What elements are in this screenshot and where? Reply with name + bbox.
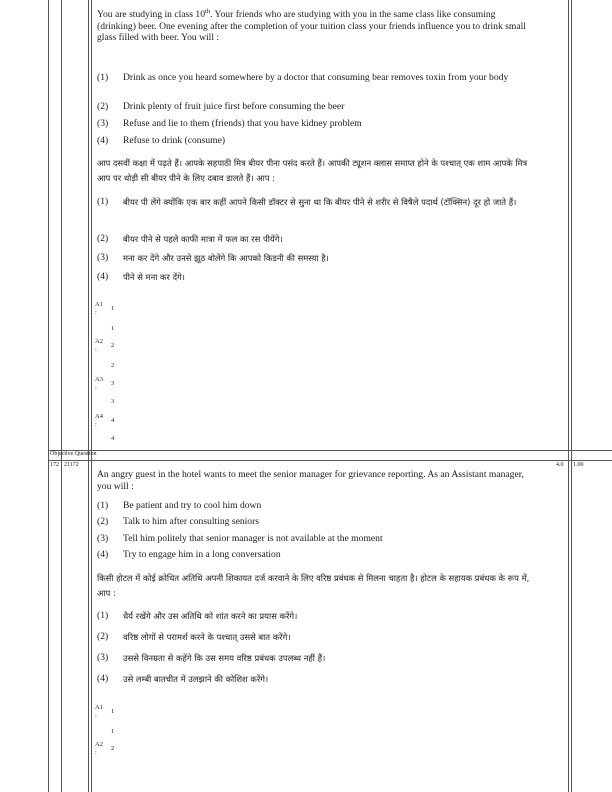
answer-label: A4 <box>95 413 103 420</box>
q2-qid: 21172 <box>64 462 79 468</box>
answer-repeat: 1 <box>111 325 115 332</box>
answer-label: A2 <box>95 741 103 748</box>
option-text: Drink plenty of fruit juice first before consuming the beer <box>123 101 345 112</box>
row-divider-top <box>48 450 612 451</box>
q1-option-hi-1 <box>97 195 539 223</box>
option-text: Talk to him after consulting seniors <box>123 516 260 527</box>
q1-hindi-text: आप दसवीं कक्षा में पढ़ते हैं। आपके सहपाठी मित्र बीयर पीना पसंद करते हैं। आपकी ट्यूशन क्लास समाप्त होने के पश्चात् एक शाम आपके मित्र आप पर थोड़ी सी बीयर पीने के लिए दबाव डालते हैं। आप : <box>97 158 528 183</box>
section-label: Objective Question <box>50 451 97 457</box>
q1-english-text-sup: th <box>205 8 211 15</box>
answer-label: A1 <box>95 704 103 711</box>
option-text: उसे लम्बी बातचीत में उलझाने की कोशिश करेंगे। <box>123 674 269 684</box>
option-text: Refuse and lie to them (friends) that you have kidney problem <box>123 118 362 129</box>
option-number: (4) <box>97 135 109 146</box>
answer-colon: : <box>95 421 97 428</box>
option-number: (2) <box>97 631 109 642</box>
table-border-marks-inner <box>571 0 572 792</box>
answer-repeat: 3 <box>111 398 115 405</box>
q1-english-text-after: . Your friends who are studying with you in the same class like consuming (drinking) beer. One evening after the completion of your tuition class your friends influence you to drink small glass filled with beer. You will : <box>97 9 526 44</box>
option-text: उससे विनम्रता से कहेंगे कि उस समय वरिष्ठ प्रबंधक उपलब्ध नहीं हैं। <box>123 653 326 663</box>
option-number: (3) <box>97 533 109 544</box>
answer-repeat: 2 <box>111 362 115 369</box>
q1-english-text <box>97 6 535 44</box>
q2-serial: 172 <box>50 462 59 468</box>
option-number: (2) <box>97 516 109 527</box>
answer-colon: : <box>95 346 97 353</box>
option-text: बीयर पीने से पहले काफी मात्रा में फल का रस पीयेंगे। <box>123 234 283 244</box>
answer-value: 4 <box>111 417 115 424</box>
answer-value: 3 <box>111 380 115 387</box>
option-text: मना कर देंगे और उनसे झूठ बोलेंगे कि आपको किडनी की समस्या है। <box>123 253 329 263</box>
answer-label: A2 <box>95 338 103 345</box>
option-number: (3) <box>97 118 109 129</box>
option-number: (1) <box>97 500 109 511</box>
row-divider-bottom <box>48 460 612 461</box>
table-border-qid <box>88 0 89 792</box>
option-text: Try to engage him in a long conversation <box>123 549 281 560</box>
answer-label: A1 <box>95 301 103 308</box>
answer-colon: : <box>95 712 97 719</box>
table-border-serial <box>61 0 62 792</box>
option-number: (3) <box>97 652 109 663</box>
q1-english-text-before: You are studying in class 10 <box>97 9 206 21</box>
q1-option-en-1 <box>97 72 535 96</box>
option-number: (1) <box>97 196 109 207</box>
option-number: (3) <box>97 252 109 263</box>
option-number: (4) <box>97 271 109 282</box>
option-text: बीयर पी लेंगे क्योंकि एक बार कहीं आपने किसी डॉक्टर से सुना था कि बीयर पीने से शरीर से विषैले पदार्थ (टॉक्सिन) दूर हो जाते हैं। <box>123 197 517 207</box>
option-text: Tell him politely that senior manager is not available at the moment <box>123 533 383 544</box>
answer-colon: : <box>95 384 97 391</box>
answer-value: 2 <box>111 342 115 349</box>
option-text: Drink as once you heard somewhere by a doctor that consuming bear removes toxin from your body <box>123 72 509 83</box>
option-number: (4) <box>97 673 109 684</box>
option-text: वरिष्ठ लोगों से परामर्श करने के पश्चात् उससे बात करेंगे। <box>123 632 291 642</box>
option-text: पीने से मना कर देंगे। <box>123 272 185 282</box>
answer-value: 1 <box>111 708 115 715</box>
answer-value: 1 <box>111 305 115 312</box>
table-border-marks <box>568 0 569 792</box>
answer-value: 2 <box>111 745 115 752</box>
answer-repeat: 1 <box>111 728 115 735</box>
q2-hindi-text: किसी होटल में कोई क्रोधित अतिथि अपनी शिकायत दर्ज करवाने के लिए वरिष्ठ प्रबंधक से मिलना चाहता है। होटल के सहायक प्रबंधक के रूप में, आप : <box>97 573 530 598</box>
q2-marks: 4.0 <box>556 462 564 468</box>
option-number: (1) <box>97 72 109 83</box>
option-number: (2) <box>97 101 109 112</box>
table-border-content <box>91 0 92 792</box>
answer-repeat: 4 <box>111 435 115 442</box>
q2-english-text: An angry guest in the hotel wants to meet the senior manager for grievance reporting. As an Assistant manager, you will : <box>97 469 524 492</box>
option-number: (4) <box>97 549 109 560</box>
option-number: (1) <box>97 610 109 621</box>
option-text: Refuse to drink (consume) <box>123 135 226 146</box>
option-text: Be patient and try to cool him down <box>123 500 262 511</box>
answer-colon: : <box>95 749 97 756</box>
option-number: (2) <box>97 233 109 244</box>
table-border-left <box>48 0 49 792</box>
answer-colon: : <box>95 309 97 316</box>
answer-label: A3 <box>95 376 103 383</box>
option-text: धैर्य रखेंगे और उस अतिथि को शांत करने का प्रयास करेंगे। <box>123 611 298 621</box>
q2-neg-marks: 1.00 <box>573 462 584 468</box>
